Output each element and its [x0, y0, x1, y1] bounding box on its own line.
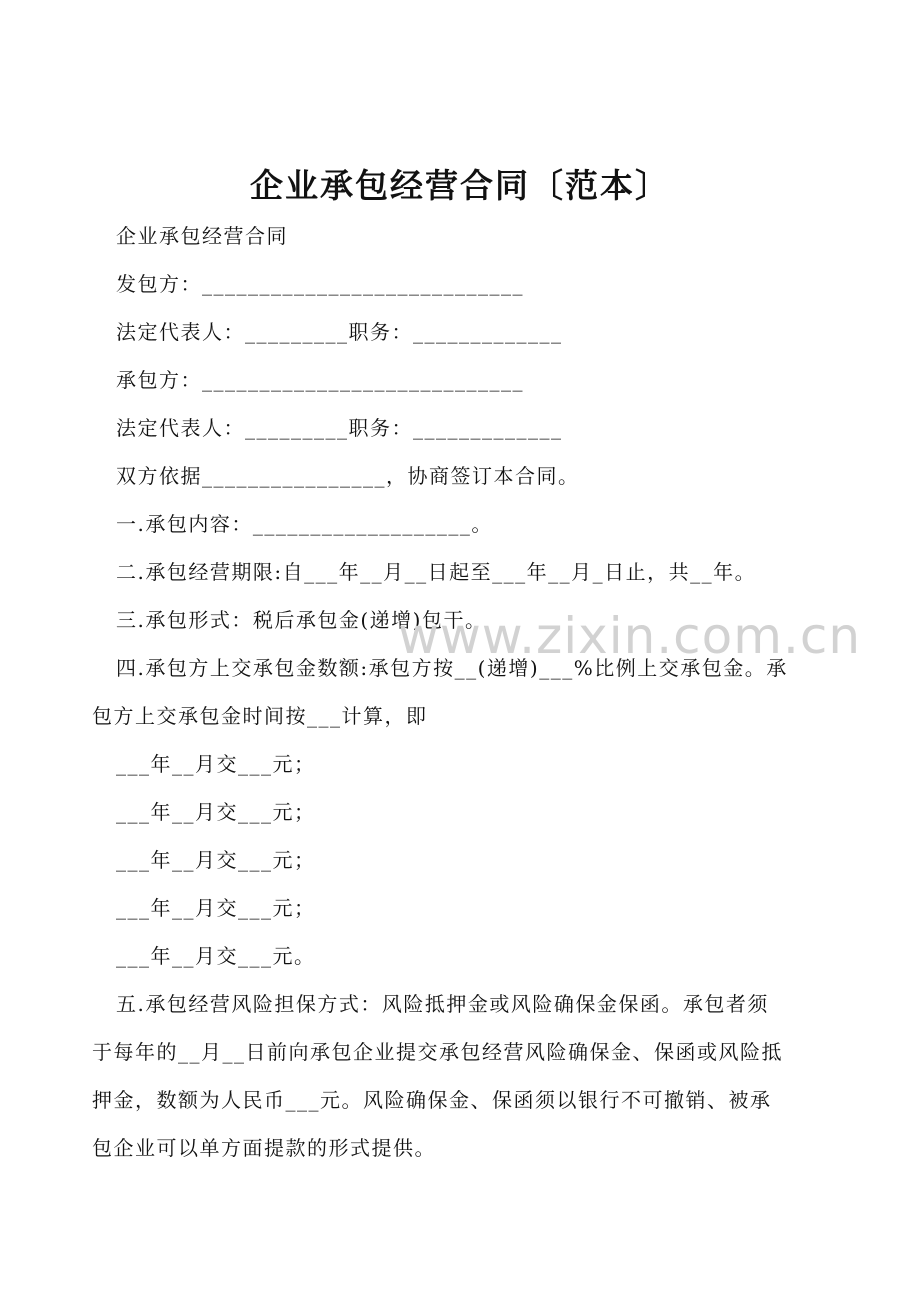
payment-schedule-row: ___年__月交___元。 — [116, 944, 316, 968]
issuer-line: 发包方：____________________________ — [116, 272, 524, 296]
payment-schedule-row: ___年__月交___元； — [116, 896, 316, 920]
payment-schedule-row: ___年__月交___元； — [116, 752, 316, 776]
clause-1-content: 一.承包内容：___________________。 — [116, 512, 493, 536]
clause-5-line-4: 包企业可以单方面提款的形式提供。 — [92, 1136, 436, 1160]
payment-schedule-row: ___年__月交___元； — [116, 800, 316, 824]
contractor-representative-line: 法定代表人：_________职务：_____________ — [116, 416, 563, 440]
document-title: 企业承包经营合同〔范本〕 — [250, 166, 670, 205]
clause-5-line-3: 押金，数额为人民币___元。风险确保金、保函须以银行不可撤销、被承 — [92, 1088, 772, 1112]
contractor-line: 承包方：____________________________ — [116, 368, 524, 392]
clause-5-line-2: 于每年的__月__日前向承包企业提交承包经营风险确保金、保函或风险抵 — [92, 1040, 783, 1064]
clause-3-form: 三.承包形式：税后承包金(递增)包干。 — [116, 608, 487, 632]
clause-2-term: 二.承包经营期限:自___年__月__日起至___年__月_日止，共__年。 — [116, 560, 757, 584]
heading-line: 企业承包经营合同 — [116, 224, 288, 248]
clause-5-line-1: 五.承包经营风险担保方式：风险抵押金或风险确保金保函。承包者须 — [116, 992, 769, 1016]
clause-4-line-2: 包方上交承包金时间按___计算，即 — [92, 704, 428, 728]
issuer-representative-line: 法定代表人：_________职务：_____________ — [116, 320, 563, 344]
basis-line: 双方依据________________，协商签订本合同。 — [116, 464, 580, 488]
watermark: www.zixin.com.cn — [398, 607, 862, 665]
payment-schedule-row: ___年__月交___元； — [116, 848, 316, 872]
clause-4-line-1: 四.承包方上交承包金数额:承包方按__(递增)___%比例上交承包金。承 — [116, 656, 788, 680]
